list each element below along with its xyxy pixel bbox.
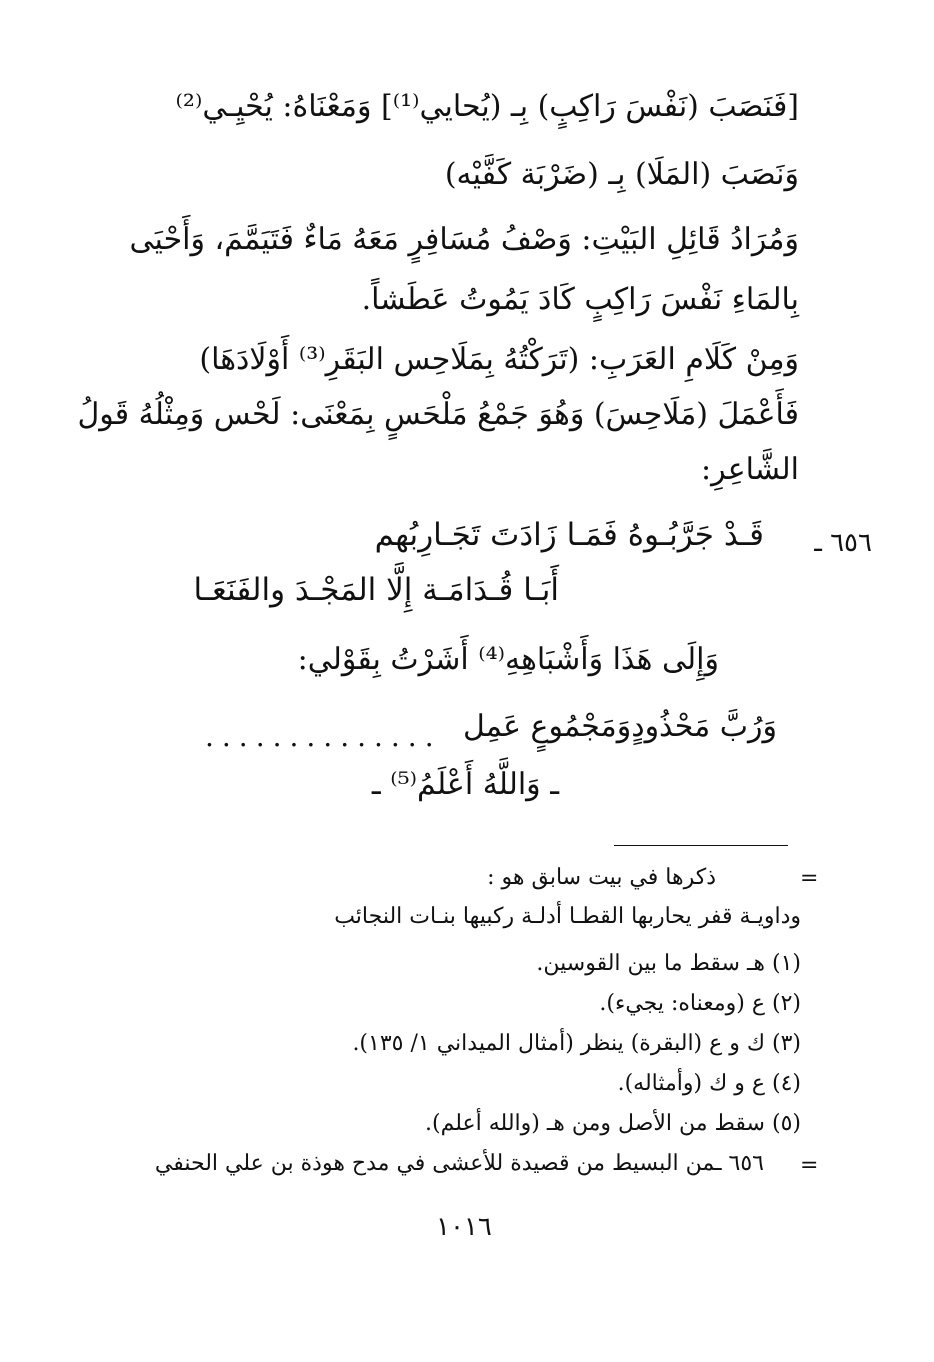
footnote-continuation-marker: = xyxy=(800,866,819,891)
body-line-7: الشَّاعِرِ: xyxy=(701,452,799,487)
body-line-4: بِالمَاءِ نَفْسَ رَاكِبٍ كَادَ يَمُوتُ عَطَشاً. xyxy=(361,282,799,317)
reference-line: وَإِلَى هَذَا وَأَشْبَاهِهِ⁽⁴⁾ أَشَرْتُ بِقَوْلي: xyxy=(297,642,719,677)
body-line-5: وَمِنْ كَلَامِ العَرَبِ: (تَرَكْتُهُ بِمَلَاحِس البَقَرِ⁽³⁾ أَوْلَادَهَا) xyxy=(199,342,799,377)
footnote-5: (٥) سقط من الأصل ومن هـ (والله أعلم). xyxy=(425,1111,801,1136)
body-line-3: وَمُرَادُ قَائِلِ البَيْتِ: وَصْفُ مُسَافِرٍ مَعَهُ مَاءٌ فَتَيَمَّمَ، وَأَحْيَى xyxy=(129,222,799,257)
rajaz-line: وَرُبَّ مَحْذُودٍوَمَجْمُوعٍ عَمِل xyxy=(463,709,777,744)
page-number: ١٠١٦ xyxy=(436,1212,492,1242)
footnote-continuation-2: وداويـة قفر يحاربها القطـا أدلـة ركبيها بنـات النجائب xyxy=(334,904,801,929)
footnote-4: (٤) ع و ك (وأمثاله). xyxy=(617,1071,801,1096)
footnote-1: (١) هـ سقط ما بين القوسين. xyxy=(536,951,801,976)
wallahu-alam-line: ـ وَاللَّهُ أَعْلَمُ⁽⁵⁾ ـ xyxy=(371,767,559,802)
footnote-separator xyxy=(614,845,788,846)
ellipsis-dots: .............. xyxy=(205,720,442,753)
footnote-verse-source-marker: = xyxy=(800,1153,819,1178)
body-line-1: [فَنَصَبَ (نَفْسَ رَاكِبٍ) بِـ (يُحايي⁽¹⁾] وَمَعْنَاهُ: يُحْيِـي⁽²⁾ xyxy=(175,89,799,124)
footnote-3: (٣) ك و ع (البقرة) ينظر (أمثال الميداني ١/ ١٣٥). xyxy=(352,1031,801,1056)
verse-hemistich-2: أَبَـا قُـدَامَـة إِلَّا المَجْـدَ والفَنَعَـا xyxy=(193,572,559,608)
footnote-verse-source: ٦٥٦ ـمن البسيط من قصيدة للأعشى في مدح هوذة بن علي الحنفي xyxy=(154,1151,764,1176)
footnote-2: (٢) ع (ومعناه: يجيء). xyxy=(599,991,801,1016)
footnote-continuation-1: ذكرها في بيت سابق هو : xyxy=(487,865,716,890)
verse-number: ٦٥٦ ـ xyxy=(814,528,872,558)
body-line-6: فَأَعْمَلَ (مَلَاحِسَ) وَهُوَ جَمْعُ مَلْحَسٍ بِمَعْنَى: لَحْس وَمِثْلُهُ قَولُ xyxy=(77,397,799,432)
verse-hemistich-1: قَـدْ جَرَّبُـوهُ فَمَـا زَادَتَ تَجَـارِبُهم xyxy=(374,517,764,553)
body-line-2: وَنَصَبَ (المَلَا) بِـ (ضَرْبَة كَفَّيْه) xyxy=(444,157,799,192)
